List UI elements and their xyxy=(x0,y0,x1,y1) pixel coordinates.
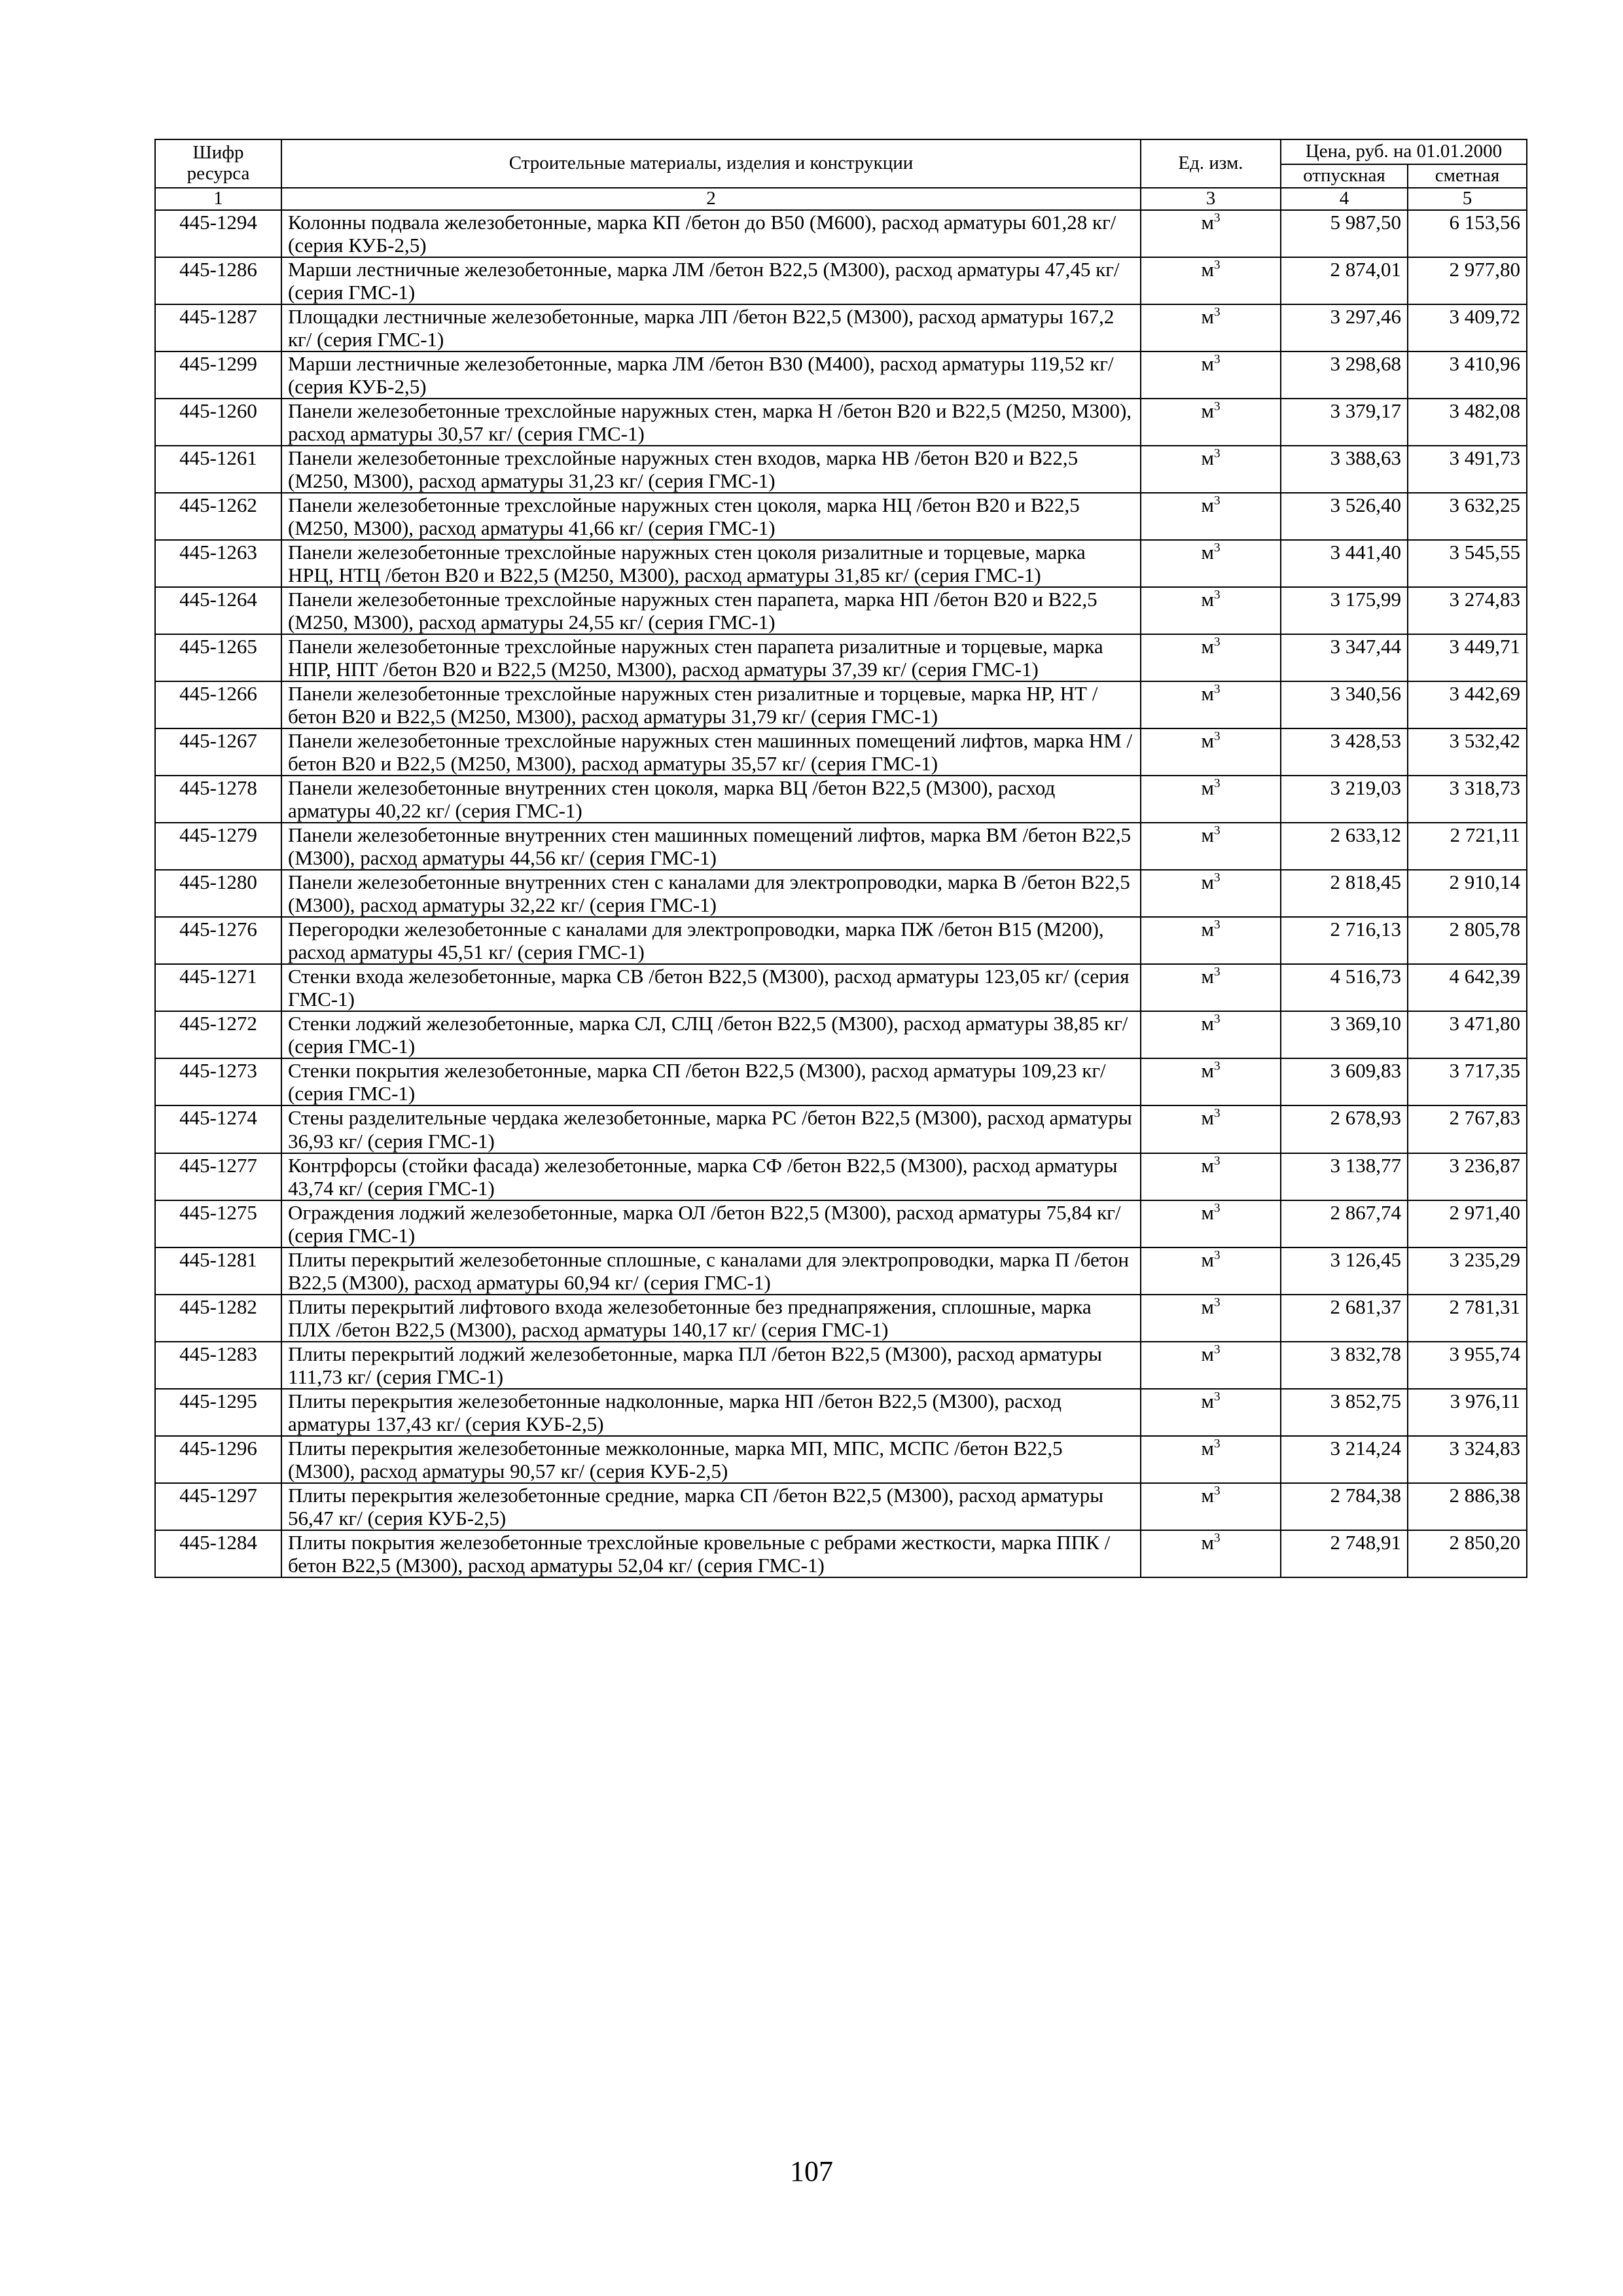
price-release-cell: 3 832,78 xyxy=(1281,1342,1408,1389)
price-release-cell: 3 138,77 xyxy=(1281,1153,1408,1200)
unit-cell xyxy=(1141,1389,1281,1436)
price-release-cell: 2 867,74 xyxy=(1281,1200,1408,1247)
unit-cell xyxy=(1141,587,1281,634)
price-release-cell: 5 987,50 xyxy=(1281,210,1408,257)
unit-cell xyxy=(1141,1342,1281,1389)
unit-base: м xyxy=(1201,1389,1214,1412)
price-release-cell: 2 716,13 xyxy=(1281,917,1408,964)
price-release-cell: 3 175,99 xyxy=(1281,587,1408,634)
table-row xyxy=(155,1530,1527,1577)
unit-exponent: 3 xyxy=(1214,1201,1221,1215)
unit-base: м xyxy=(1201,1200,1214,1224)
unit-cell xyxy=(1141,493,1281,540)
unit-cell xyxy=(1141,351,1281,399)
material-name-cell: Панели железобетонные внутренних стен машинных помещений лифтов, марка ВМ /бетон В22,5 (М300), расход арматуры 44,56 кг/ (серия ГМС-1) xyxy=(281,823,1141,870)
price-release-cell: 2 784,38 xyxy=(1281,1483,1408,1530)
resource-code-cell: 445-1274 xyxy=(155,1105,281,1153)
unit-cell xyxy=(1141,1295,1281,1342)
unit-base: м xyxy=(1201,1342,1214,1365)
table-row xyxy=(155,1011,1527,1058)
price-estimate-cell: 3 236,87 xyxy=(1408,1153,1527,1200)
price-release-cell: 3 526,40 xyxy=(1281,493,1408,540)
table-body xyxy=(155,210,1527,1577)
resource-code-cell: 445-1273 xyxy=(155,1058,281,1105)
resource-code-cell: 445-1266 xyxy=(155,681,281,728)
table-row xyxy=(155,257,1527,304)
unit-cell xyxy=(1141,304,1281,351)
table-row xyxy=(155,1483,1527,1530)
unit-cell xyxy=(1141,776,1281,823)
price-estimate-cell: 2 971,40 xyxy=(1408,1200,1527,1247)
material-name-cell: Панели железобетонные трехслойные наружных стен машинных помещений лифтов, марка НМ /бетон В20 и В22,5 (М250, М300), расход арматуры 35,57 кг/ (серия ГМС-1) xyxy=(281,728,1141,776)
unit-base: м xyxy=(1201,493,1214,517)
resource-code-cell: 445-1278 xyxy=(155,776,281,823)
price-estimate-cell: 2 781,31 xyxy=(1408,1295,1527,1342)
unit-base: м xyxy=(1201,729,1214,753)
price-estimate-cell: 6 153,56 xyxy=(1408,210,1527,257)
resource-code-cell: 445-1280 xyxy=(155,870,281,917)
price-estimate-cell: 3 410,96 xyxy=(1408,351,1527,399)
column-number: 3 xyxy=(1141,188,1281,210)
unit-exponent: 3 xyxy=(1214,1390,1221,1404)
unit-base: м xyxy=(1201,1247,1214,1271)
unit-base: м xyxy=(1201,1012,1214,1035)
material-name-cell: Панели железобетонные трехслойные наружных стен ризалитные и торцевые, марка НР, НТ /бетон В20 и В22,5 (М250, М300), расход арматуры 31,79 кг/ (серия ГМС-1) xyxy=(281,681,1141,728)
unit-cell xyxy=(1141,210,1281,257)
material-name-cell: Плиты перекрытия железобетонные межколонные, марка МП, МПС, МСПС /бетон В22,5 (М300), расход арматуры 90,57 кг/ (серия КУБ-2,5) xyxy=(281,1436,1141,1483)
price-estimate-cell: 4 642,39 xyxy=(1408,964,1527,1011)
price-release-cell: 2 874,01 xyxy=(1281,257,1408,304)
unit-exponent: 3 xyxy=(1214,1531,1221,1545)
table-row xyxy=(155,540,1527,587)
unit-cell xyxy=(1141,1105,1281,1153)
table-row xyxy=(155,1153,1527,1200)
price-estimate-cell: 3 717,35 xyxy=(1408,1058,1527,1105)
material-name-cell: Марши лестничные железобетонные, марка ЛМ /бетон В30 (М400), расход арматуры 119,52 кг/ (серия КУБ-2,5) xyxy=(281,351,1141,399)
resource-code-cell: 445-1271 xyxy=(155,964,281,1011)
unit-cell xyxy=(1141,446,1281,493)
price-release-cell: 3 340,56 xyxy=(1281,681,1408,728)
unit-base: м xyxy=(1201,776,1214,800)
header-name: Строительные материалы, изделия и конструкции xyxy=(281,139,1141,188)
price-estimate-cell: 3 471,80 xyxy=(1408,1011,1527,1058)
unit-cell xyxy=(1141,257,1281,304)
unit-base: м xyxy=(1201,823,1214,847)
header-price-estimate: сметная xyxy=(1408,164,1527,188)
unit-base: м xyxy=(1201,446,1214,470)
unit-exponent: 3 xyxy=(1214,1437,1221,1451)
unit-exponent: 3 xyxy=(1214,1154,1221,1168)
material-name-cell: Панели железобетонные внутренних стен с каналами для электропроводки, марка В /бетон В22,5 (М300), расход арматуры 32,22 кг/ (серия ГМС-1) xyxy=(281,870,1141,917)
unit-exponent: 3 xyxy=(1214,776,1221,791)
header-code: Шифр ресурса xyxy=(155,139,281,188)
table-row xyxy=(155,634,1527,681)
price-estimate-cell: 2 850,20 xyxy=(1408,1530,1527,1577)
resource-code-cell: 445-1286 xyxy=(155,257,281,304)
price-release-cell: 3 126,45 xyxy=(1281,1247,1408,1295)
material-name-cell: Панели железобетонные трехслойные наружных стен парапета, марка НП /бетон В20 и В22,5 (М250, М300), расход арматуры 24,55 кг/ (серия ГМС-1) xyxy=(281,587,1141,634)
unit-exponent: 3 xyxy=(1214,965,1221,980)
unit-cell xyxy=(1141,681,1281,728)
unit-exponent: 3 xyxy=(1214,305,1221,319)
resource-code-cell: 445-1283 xyxy=(155,1342,281,1389)
unit-exponent: 3 xyxy=(1214,493,1221,508)
unit-exponent: 3 xyxy=(1214,682,1221,696)
resource-code-cell: 445-1272 xyxy=(155,1011,281,1058)
unit-exponent: 3 xyxy=(1214,1484,1221,1498)
table-row xyxy=(155,1105,1527,1153)
price-release-cell: 2 678,93 xyxy=(1281,1105,1408,1153)
header-price-release: отпускная xyxy=(1281,164,1408,188)
material-name-cell: Перегородки железобетонные с каналами для электропроводки, марка ПЖ /бетон В15 (М200), расход арматуры 45,51 кг/ (серия ГМС-1) xyxy=(281,917,1141,964)
resource-code-cell: 445-1279 xyxy=(155,823,281,870)
price-estimate-cell: 2 721,11 xyxy=(1408,823,1527,870)
table-row xyxy=(155,681,1527,728)
unit-exponent: 3 xyxy=(1214,399,1221,414)
table-row xyxy=(155,493,1527,540)
unit-base: м xyxy=(1201,1153,1214,1177)
unit-base: м xyxy=(1201,304,1214,328)
material-name-cell: Марши лестничные железобетонные, марка ЛМ /бетон В22,5 (М300), расход арматуры 47,45 кг/ (серия ГМС-1) xyxy=(281,257,1141,304)
unit-cell xyxy=(1141,1436,1281,1483)
unit-base: м xyxy=(1201,635,1214,658)
column-number: 4 xyxy=(1281,188,1408,210)
header-price-group: Цена, руб. на 01.01.2000 xyxy=(1281,139,1527,164)
price-estimate-cell: 3 274,83 xyxy=(1408,587,1527,634)
price-estimate-cell: 3 324,83 xyxy=(1408,1436,1527,1483)
table-row xyxy=(155,304,1527,351)
price-release-cell: 2 748,91 xyxy=(1281,1530,1408,1577)
price-release-cell: 3 298,68 xyxy=(1281,351,1408,399)
unit-exponent: 3 xyxy=(1214,352,1221,367)
price-release-cell: 3 297,46 xyxy=(1281,304,1408,351)
price-estimate-cell: 3 955,74 xyxy=(1408,1342,1527,1389)
unit-exponent: 3 xyxy=(1214,211,1221,225)
material-name-cell: Панели железобетонные трехслойные наружных стен цоколя, марка НЦ /бетон В20 и В22,5 (М250, М300), расход арматуры 41,66 кг/ (серия ГМС-1) xyxy=(281,493,1141,540)
material-name-cell: Стенки лоджий железобетонные, марка СЛ, СЛЦ /бетон В22,5 (М300), расход арматуры 38,85 кг/ (серия ГМС-1) xyxy=(281,1011,1141,1058)
price-table xyxy=(154,139,1527,1578)
price-release-cell: 3 369,10 xyxy=(1281,1011,1408,1058)
price-estimate-cell: 3 318,73 xyxy=(1408,776,1527,823)
material-name-cell: Стенки входа железобетонные, марка СВ /бетон В22,5 (М300), расход арматуры 123,05 кг/ (серия ГМС-1) xyxy=(281,964,1141,1011)
resource-code-cell: 445-1296 xyxy=(155,1436,281,1483)
table-row xyxy=(155,351,1527,399)
price-estimate-cell: 2 910,14 xyxy=(1408,870,1527,917)
table-row xyxy=(155,964,1527,1011)
unit-exponent: 3 xyxy=(1214,1013,1221,1027)
price-release-cell: 3 428,53 xyxy=(1281,728,1408,776)
material-name-cell: Панели железобетонные трехслойные наружных стен входов, марка НВ /бетон В20 и В22,5 (М250, М300), расход арматуры 31,23 кг/ (серия ГМС-1) xyxy=(281,446,1141,493)
material-name-cell: Контрфорсы (стойки фасада) железобетонные, марка СФ /бетон В22,5 (М300), расход арматуры 43,74 кг/ (серия ГМС-1) xyxy=(281,1153,1141,1200)
unit-cell xyxy=(1141,870,1281,917)
material-name-cell: Панели железобетонные трехслойные наружных стен парапета ризалитные и торцевые, марка НПР, НПТ /бетон В20 и В22,5 (М250, М300), расход арматуры 37,39 кг/ (серия ГМС-1) xyxy=(281,634,1141,681)
material-name-cell: Панели железобетонные внутренних стен цоколя, марка ВЦ /бетон В22,5 (М300), расход арматуры 40,22 кг/ (серия ГМС-1) xyxy=(281,776,1141,823)
resource-code-cell: 445-1284 xyxy=(155,1530,281,1577)
price-release-cell: 2 633,12 xyxy=(1281,823,1408,870)
unit-cell xyxy=(1141,1058,1281,1105)
resource-code-cell: 445-1260 xyxy=(155,399,281,446)
unit-cell xyxy=(1141,1530,1281,1577)
resource-code-cell: 445-1294 xyxy=(155,210,281,257)
resource-code-cell: 445-1295 xyxy=(155,1389,281,1436)
unit-base: м xyxy=(1201,257,1214,281)
unit-cell xyxy=(1141,540,1281,587)
unit-base: м xyxy=(1201,682,1214,706)
unit-cell xyxy=(1141,1247,1281,1295)
material-name-cell: Ограждения лоджий железобетонные, марка ОЛ /бетон В22,5 (М300), расход арматуры 75,84 кг/ (серия ГМС-1) xyxy=(281,1200,1141,1247)
table-row xyxy=(155,728,1527,776)
price-release-cell: 3 379,17 xyxy=(1281,399,1408,446)
material-name-cell: Площадки лестничные железобетонные, марка ЛП /бетон В22,5 (М300), расход арматуры 167,2 кг/ (серия ГМС-1) xyxy=(281,304,1141,351)
material-name-cell: Плиты перекрытия железобетонные средние, марка СП /бетон В22,5 (М300), расход арматуры 56,47 кг/ (серия КУБ-2,5) xyxy=(281,1483,1141,1530)
table-row xyxy=(155,870,1527,917)
unit-exponent: 3 xyxy=(1214,918,1221,933)
unit-exponent: 3 xyxy=(1214,823,1221,838)
resource-code-cell: 445-1262 xyxy=(155,493,281,540)
unit-base: м xyxy=(1201,870,1214,894)
unit-exponent: 3 xyxy=(1214,635,1221,649)
material-name-cell: Колонны подвала железобетонные, марка КП /бетон до В50 (М600), расход арматуры 601,28 кг/ (серия КУБ-2,5) xyxy=(281,210,1141,257)
table-row xyxy=(155,1389,1527,1436)
table-row xyxy=(155,823,1527,870)
price-estimate-cell: 3 491,73 xyxy=(1408,446,1527,493)
table-row xyxy=(155,1436,1527,1483)
unit-base: м xyxy=(1201,210,1214,234)
unit-exponent: 3 xyxy=(1214,1248,1221,1263)
price-release-cell: 4 516,73 xyxy=(1281,964,1408,1011)
table-row xyxy=(155,210,1527,257)
material-name-cell: Плиты перекрытия железобетонные надколонные, марка НП /бетон В22,5 (М300), расход арматуры 137,43 кг/ (серия КУБ-2,5) xyxy=(281,1389,1141,1436)
price-estimate-cell: 3 409,72 xyxy=(1408,304,1527,351)
price-estimate-cell: 2 886,38 xyxy=(1408,1483,1527,1530)
unit-cell xyxy=(1141,823,1281,870)
unit-exponent: 3 xyxy=(1214,446,1221,461)
resource-code-cell: 445-1282 xyxy=(155,1295,281,1342)
unit-exponent: 3 xyxy=(1214,541,1221,555)
price-estimate-cell: 3 442,69 xyxy=(1408,681,1527,728)
unit-base: м xyxy=(1201,351,1214,375)
resource-code-cell: 445-1276 xyxy=(155,917,281,964)
resource-code-cell: 445-1299 xyxy=(155,351,281,399)
price-release-cell: 3 852,75 xyxy=(1281,1389,1408,1436)
unit-exponent: 3 xyxy=(1214,871,1221,885)
table-row xyxy=(155,776,1527,823)
resource-code-cell: 445-1281 xyxy=(155,1247,281,1295)
unit-base: м xyxy=(1201,399,1214,423)
unit-cell xyxy=(1141,1011,1281,1058)
unit-base: м xyxy=(1201,541,1214,564)
unit-cell xyxy=(1141,728,1281,776)
table-row xyxy=(155,917,1527,964)
resource-code-cell: 445-1267 xyxy=(155,728,281,776)
table-row xyxy=(155,1342,1527,1389)
material-name-cell: Стены разделительные чердака железобетонные, марка РС /бетон В22,5 (М300), расход арматуры 36,93 кг/ (серия ГМС-1) xyxy=(281,1105,1141,1153)
resource-code-cell: 445-1264 xyxy=(155,587,281,634)
unit-cell xyxy=(1141,917,1281,964)
price-estimate-cell: 3 632,25 xyxy=(1408,493,1527,540)
price-estimate-cell: 3 532,42 xyxy=(1408,728,1527,776)
unit-cell xyxy=(1141,1483,1281,1530)
unit-base: м xyxy=(1201,1530,1214,1554)
unit-cell xyxy=(1141,1153,1281,1200)
unit-base: м xyxy=(1201,965,1214,988)
table-row xyxy=(155,1295,1527,1342)
price-estimate-cell: 3 235,29 xyxy=(1408,1247,1527,1295)
unit-exponent: 3 xyxy=(1214,729,1221,744)
price-release-cell: 3 219,03 xyxy=(1281,776,1408,823)
unit-exponent: 3 xyxy=(1214,258,1221,272)
unit-exponent: 3 xyxy=(1214,1107,1221,1121)
price-release-cell: 3 441,40 xyxy=(1281,540,1408,587)
unit-base: м xyxy=(1201,1436,1214,1460)
price-estimate-cell: 3 482,08 xyxy=(1408,399,1527,446)
price-estimate-cell: 2 805,78 xyxy=(1408,917,1527,964)
page-number: 107 xyxy=(790,2155,833,2187)
price-release-cell: 2 681,37 xyxy=(1281,1295,1408,1342)
unit-exponent: 3 xyxy=(1214,1060,1221,1074)
table-row xyxy=(155,446,1527,493)
material-name-cell: Плиты покрытия железобетонные трехслойные кровельные с ребрами жесткости, марка ППК /бетон В22,5 (М300), расход арматуры 52,04 кг/ (серия ГМС-1) xyxy=(281,1530,1141,1577)
table-row xyxy=(155,1247,1527,1295)
price-release-cell: 3 388,63 xyxy=(1281,446,1408,493)
material-name-cell: Панели железобетонные трехслойные наружных стен цоколя ризалитные и торцевые, марка НРЦ, НТЦ /бетон В20 и В22,5 (М250, М300), расход арматуры 31,85 кг/ (серия ГМС-1) xyxy=(281,540,1141,587)
price-release-cell: 2 818,45 xyxy=(1281,870,1408,917)
table-row xyxy=(155,1200,1527,1247)
price-estimate-cell: 3 976,11 xyxy=(1408,1389,1527,1436)
price-estimate-cell: 2 977,80 xyxy=(1408,257,1527,304)
material-name-cell: Плиты перекрытий железобетонные сплошные, с каналами для электропроводки, марка П /бетон В22,5 (М300), расход арматуры 60,94 кг/ (серия ГМС-1) xyxy=(281,1247,1141,1295)
unit-cell xyxy=(1141,634,1281,681)
unit-exponent: 3 xyxy=(1214,1295,1221,1310)
unit-cell xyxy=(1141,1200,1281,1247)
unit-base: м xyxy=(1201,918,1214,941)
table-row xyxy=(155,587,1527,634)
unit-cell xyxy=(1141,399,1281,446)
resource-code-cell: 445-1297 xyxy=(155,1483,281,1530)
price-release-cell: 3 609,83 xyxy=(1281,1058,1408,1105)
material-name-cell: Панели железобетонные трехслойные наружных стен, марка Н /бетон В20 и В22,5 (М250, М300), расход арматуры 30,57 кг/ (серия ГМС-1) xyxy=(281,399,1141,446)
unit-base: м xyxy=(1201,1059,1214,1083)
table-row xyxy=(155,399,1527,446)
table-row xyxy=(155,1058,1527,1105)
resource-code-cell: 445-1263 xyxy=(155,540,281,587)
column-number: 2 xyxy=(281,188,1141,210)
material-name-cell: Стенки покрытия железобетонные, марка СП /бетон В22,5 (М300), расход арматуры 109,23 кг/ (серия ГМС-1) xyxy=(281,1058,1141,1105)
unit-base: м xyxy=(1201,1106,1214,1130)
material-name-cell: Плиты перекрытий лоджий железобетонные, марка ПЛ /бетон В22,5 (М300), расход арматуры 111,73 кг/ (серия ГМС-1) xyxy=(281,1342,1141,1389)
unit-exponent: 3 xyxy=(1214,1342,1221,1357)
price-release-cell: 3 347,44 xyxy=(1281,634,1408,681)
unit-cell xyxy=(1141,964,1281,1011)
resource-code-cell: 445-1265 xyxy=(155,634,281,681)
resource-code-cell: 445-1277 xyxy=(155,1153,281,1200)
resource-code-cell: 445-1275 xyxy=(155,1200,281,1247)
resource-code-cell: 445-1261 xyxy=(155,446,281,493)
unit-base: м xyxy=(1201,1483,1214,1507)
unit-base: м xyxy=(1201,588,1214,611)
material-name-cell: Плиты перекрытий лифтового входа железобетонные без преднапряжения, сплошные, марка ПЛХ /бетон В22,5 (М300), расход арматуры 140,17 кг/ (серия ГМС-1) xyxy=(281,1295,1141,1342)
header-unit: Ед. изм. xyxy=(1141,139,1281,188)
price-estimate-cell: 3 449,71 xyxy=(1408,634,1527,681)
price-estimate-cell: 2 767,83 xyxy=(1408,1105,1527,1153)
price-release-cell: 3 214,24 xyxy=(1281,1436,1408,1483)
resource-code-cell: 445-1287 xyxy=(155,304,281,351)
column-number: 5 xyxy=(1408,188,1527,210)
unit-base: м xyxy=(1201,1295,1214,1318)
column-number: 1 xyxy=(155,188,281,210)
unit-exponent: 3 xyxy=(1214,588,1221,602)
price-estimate-cell: 3 545,55 xyxy=(1408,540,1527,587)
